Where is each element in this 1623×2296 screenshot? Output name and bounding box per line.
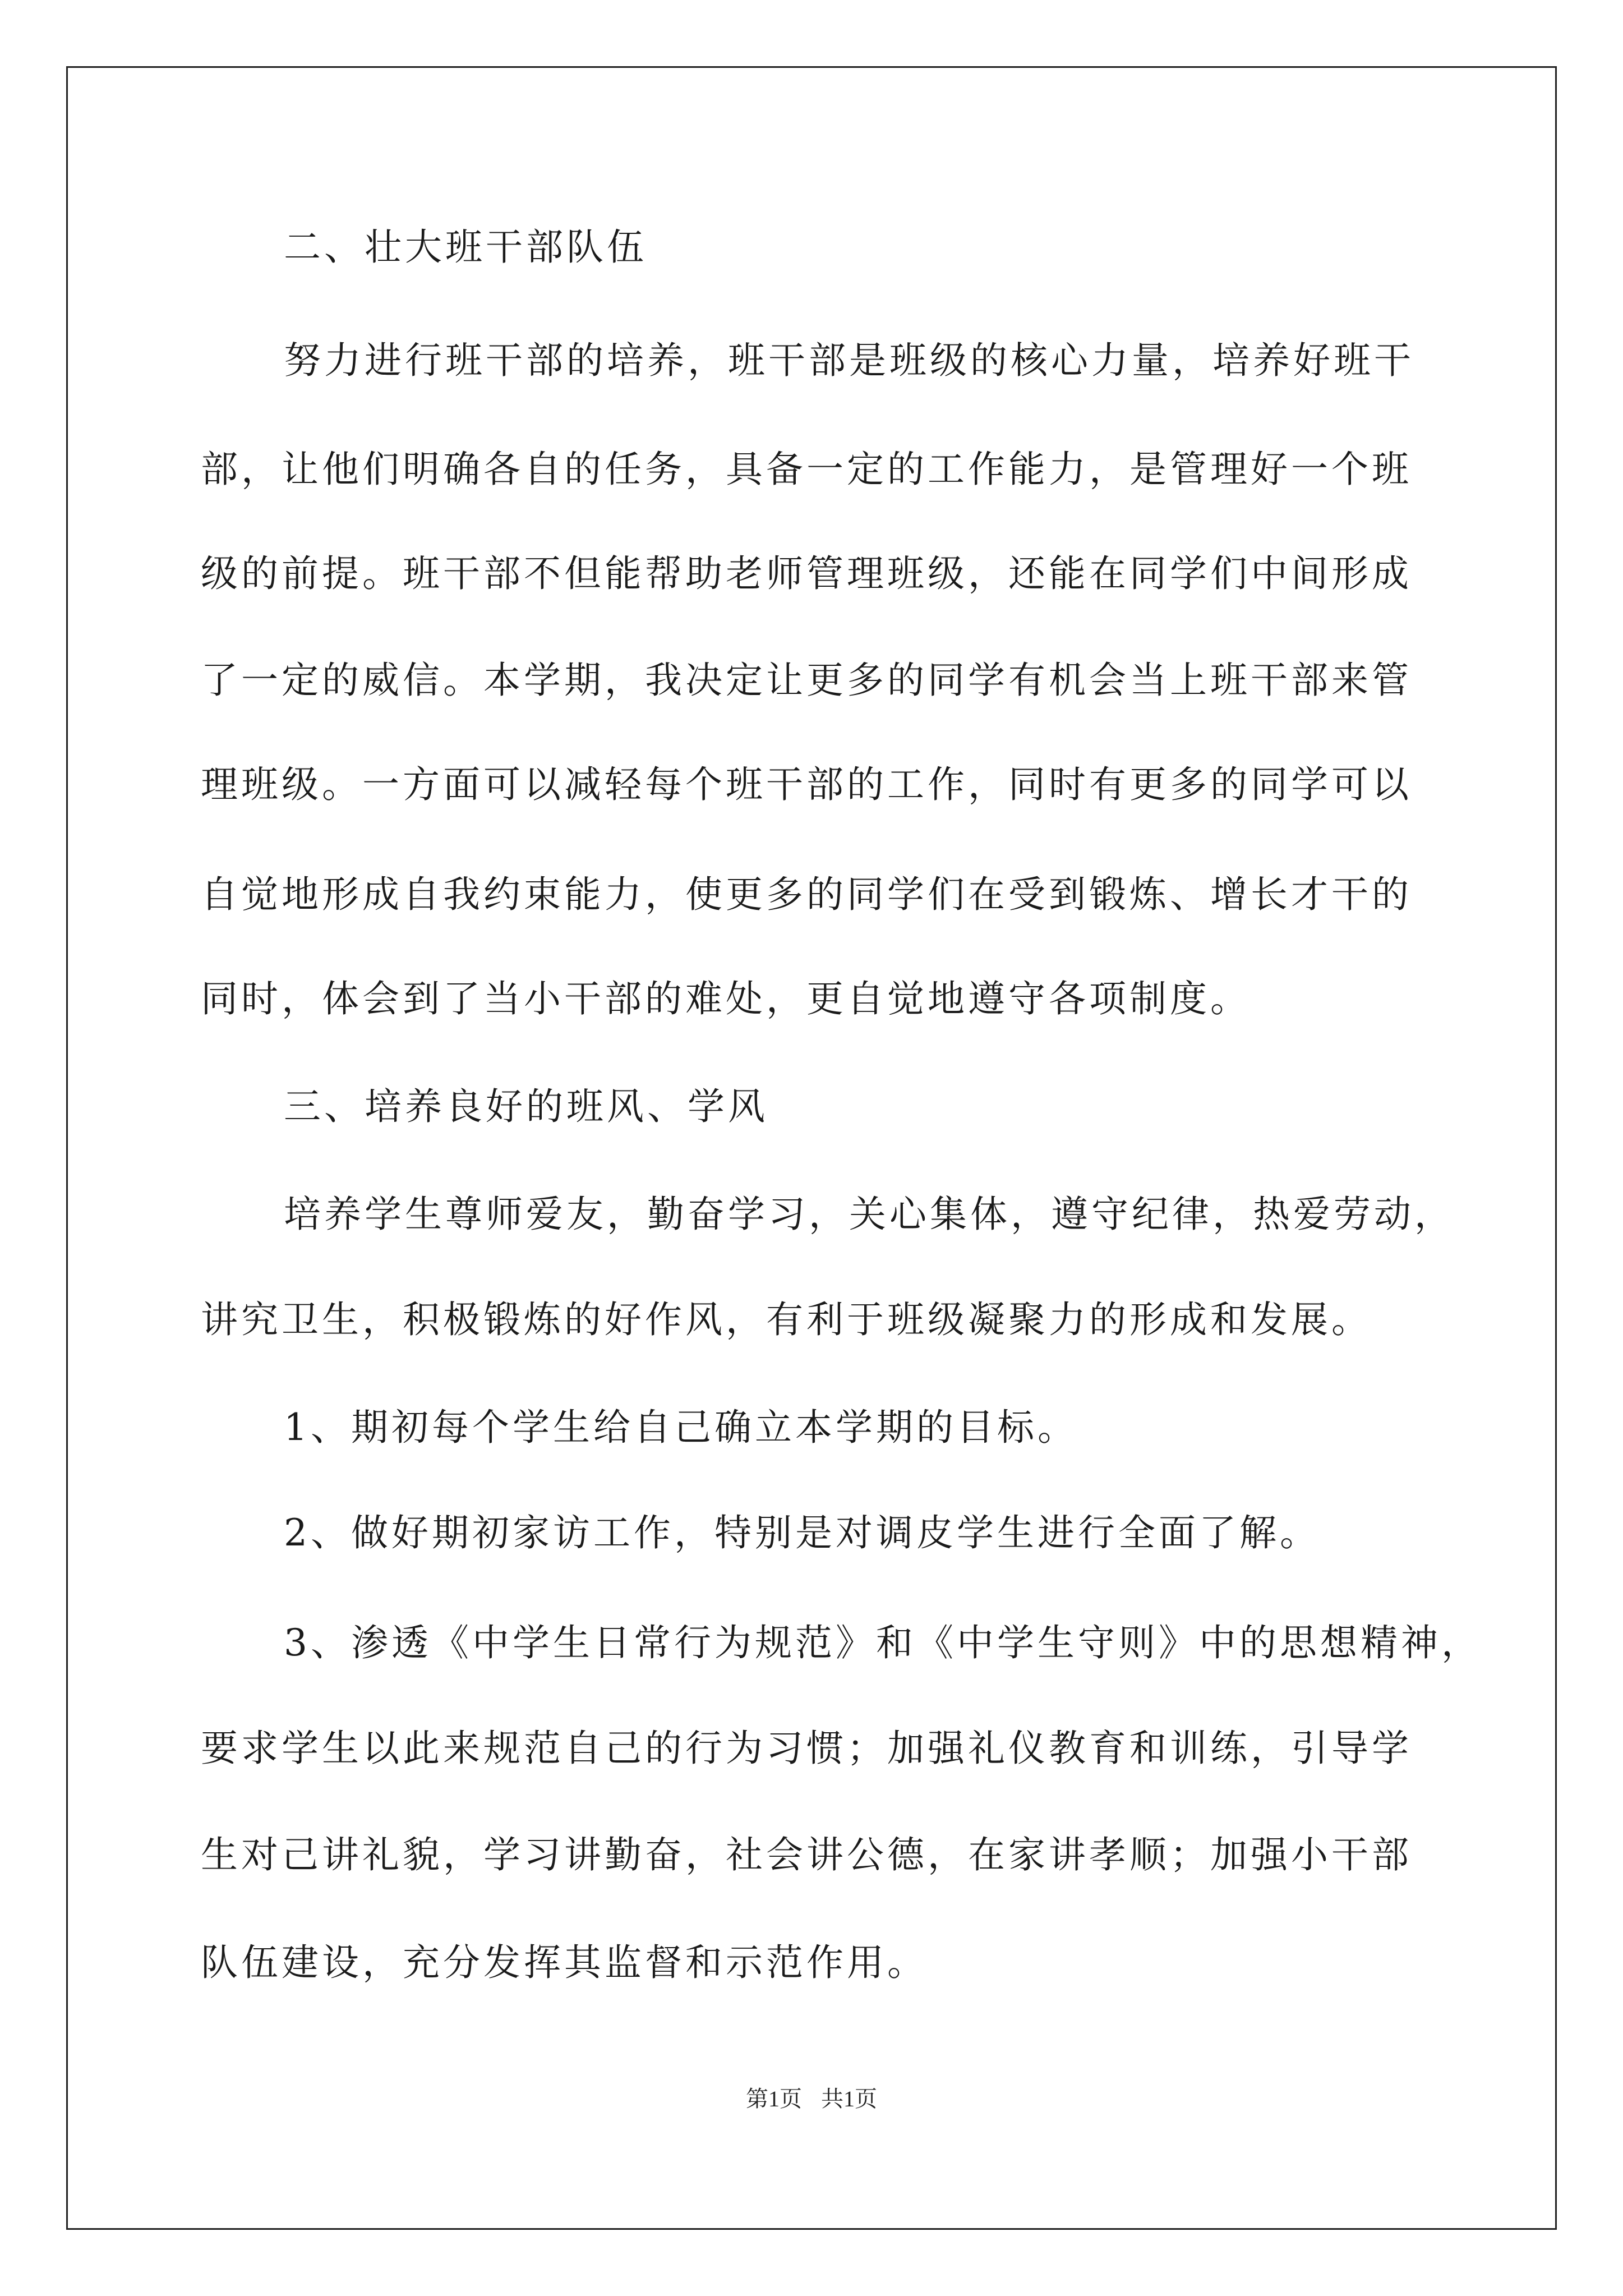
paragraph-line: 了一定的威信。本学期，我决定让更多的同学有机会当上班干部来管	[201, 659, 1412, 702]
heading-section-3: 三、培养良好的班风、学风	[284, 1085, 768, 1128]
paragraph-line: 要求学生以此来规范自己的行为习惯；加强礼仪教育和训练，引导学	[201, 1727, 1412, 1770]
heading-section-2: 二、壮大班干部队伍	[284, 226, 647, 269]
page-border	[66, 66, 1557, 2230]
page-total: 共1页	[821, 2086, 877, 2111]
paragraph-line: 自觉地形成自我约束能力，使更多的同学们在受到锻炼、增长才干的	[201, 873, 1412, 916]
paragraph-line: 队伍建设，充分发挥其监督和示范作用。	[201, 1941, 928, 1984]
paragraph-line: 同时，体会到了当小干部的难处，更自觉地遵守各项制度。	[201, 977, 1251, 1020]
list-item-2: 2、做好期初家访工作，特别是对调皮学生进行全面了解。	[284, 1511, 1320, 1554]
paragraph-line: 讲究卫生，积极锻炼的好作风，有利于班级凝聚力的形成和发展。	[201, 1298, 1372, 1341]
paragraph-line: 生对己讲礼貌，学习讲勤奋，社会讲公德，在家讲孝顺；加强小干部	[201, 1833, 1412, 1876]
page-footer	[0, 2088, 1623, 2110]
list-item-1: 1、期初每个学生给自己确立本学期的目标。	[284, 1406, 1078, 1449]
list-item-3: 3、渗透《中学生日常行为规范》和《中学生守则》中的思想精神，	[284, 1621, 1482, 1664]
paragraph-line: 部，让他们明确各自的任务，具备一定的工作能力，是管理好一个班	[201, 448, 1412, 491]
paragraph-line: 理班级。一方面可以减轻每个班干部的工作，同时有更多的同学可以	[201, 763, 1412, 806]
paragraph-line: 级的前提。班干部不但能帮助老师管理班级，还能在同学们中间形成	[201, 552, 1412, 595]
paragraph-line: 培养学生尊师爱友，勤奋学习，关心集体，遵守纪律，热爱劳动，	[284, 1193, 1455, 1236]
paragraph-line: 努力进行班干部的培养，班干部是班级的核心力量，培养好班干	[284, 339, 1414, 382]
page-number: 第1页	[746, 2086, 802, 2111]
